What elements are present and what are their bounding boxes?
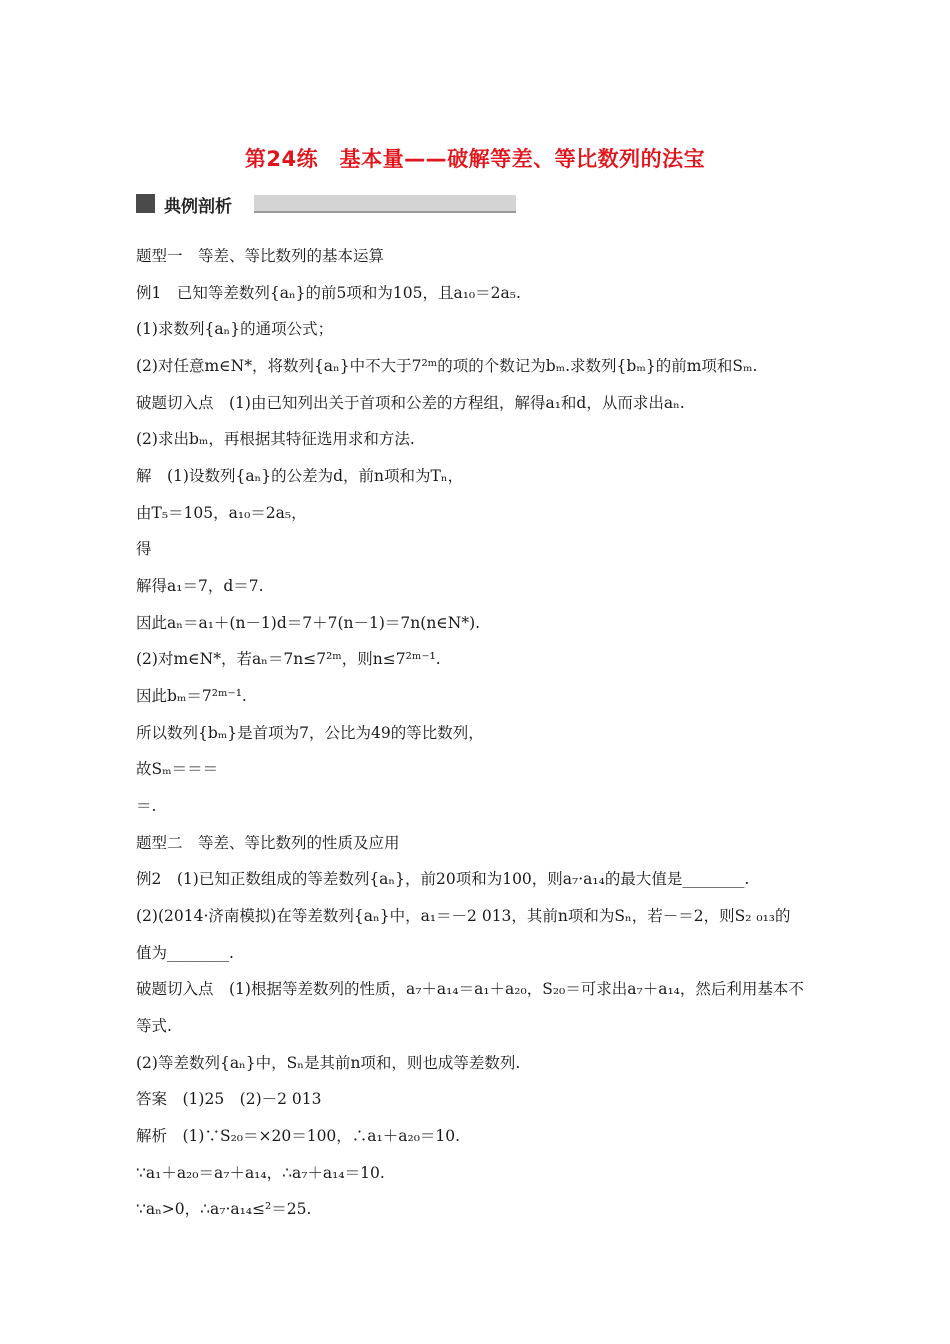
text-line: 因此aₙ＝a₁＋(n－1)d＝7＋7(n－1)＝7n(n∈N*). xyxy=(136,614,481,632)
text-line: (2)对m∈N*，若aₙ＝7n≤7²ᵐ，则n≤7²ᵐ⁻¹. xyxy=(136,650,441,668)
section-header xyxy=(136,191,516,217)
section-label: 典例剖析 xyxy=(164,197,232,217)
text-line: 答案 (1)25 (2)－2 013 xyxy=(136,1090,322,1108)
text-line: 解析 (1)∵S₂₀＝×20＝100，∴a₁＋a₂₀＝10. xyxy=(136,1127,461,1145)
section-rule xyxy=(254,195,516,213)
text-line: 例2 (1)已知正数组成的等差数列{aₙ}，前20项和为100，则a₇·a₁₄的最大值是________. xyxy=(136,870,750,888)
text-line: 解得a₁＝7，d＝7. xyxy=(136,577,264,595)
text-line: 例1 已知等差数列{aₙ}的前5项和为105，且a₁₀＝2a₅. xyxy=(136,284,521,302)
text-line: 题型二 等差、等比数列的性质及应用 xyxy=(136,834,400,852)
text-line: 破题切入点 (1)由已知列出关于首项和公差的方程组，解得a₁和d，从而求出aₙ. xyxy=(136,394,685,412)
text-line: 由T₅＝105，a₁₀＝2a₅， xyxy=(136,504,307,522)
text-line: 题型一 等差、等比数列的基本运算 xyxy=(136,247,385,265)
text-line: 解 (1)设数列{aₙ}的公差为d，前n项和为Tₙ， xyxy=(136,467,464,485)
text-line: (2)求出bₘ，再根据其特征选用求和方法. xyxy=(136,430,415,448)
text-line: 故Sₘ＝＝＝ xyxy=(136,760,219,778)
text-line: 得 xyxy=(136,540,152,558)
section-square-icon xyxy=(136,194,155,213)
text-line: 所以数列{bₘ}是首项为7，公比为49的等比数列， xyxy=(136,724,484,742)
text-line: 因此bₘ＝7²ᵐ⁻¹. xyxy=(136,687,247,705)
text-line: ∵a₁＋a₂₀＝a₇＋a₁₄，∴a₇＋a₁₄＝10. xyxy=(136,1164,385,1182)
text-line: 值为________. xyxy=(136,944,234,962)
text-line: (1)求数列{aₙ}的通项公式； xyxy=(136,320,334,338)
text-line: ＝. xyxy=(136,797,157,815)
page-title: 第24练 基本量——破解等差、等比数列的法宝 xyxy=(244,147,706,171)
text-line: (2)对任意m∈N*，将数列{aₙ}中不大于7²ᵐ的项的个数记为bₘ.求数列{bₘ}的前m项和Sₘ. xyxy=(136,357,758,375)
text-line: (2)等差数列{aₙ}中，Sₙ是其前n项和，则也成等差数列. xyxy=(136,1054,521,1072)
text-line: (2)(2014·济南模拟)在等差数列{aₙ}中，a₁＝－2 013，其前n项和为Sₙ，若－＝2，则S₂ ₀₁₃的 xyxy=(136,907,791,925)
text-line: 破题切入点 (1)根据等差数列的性质，a₇＋a₁₄＝a₁＋a₂₀，S₂₀＝可求出a₇＋a₁₄，然后利用基本不 xyxy=(136,980,804,998)
text-line: 等式. xyxy=(136,1017,172,1035)
text-line: ∵aₙ>0，∴a₇·a₁₄≤²＝25. xyxy=(136,1200,312,1218)
